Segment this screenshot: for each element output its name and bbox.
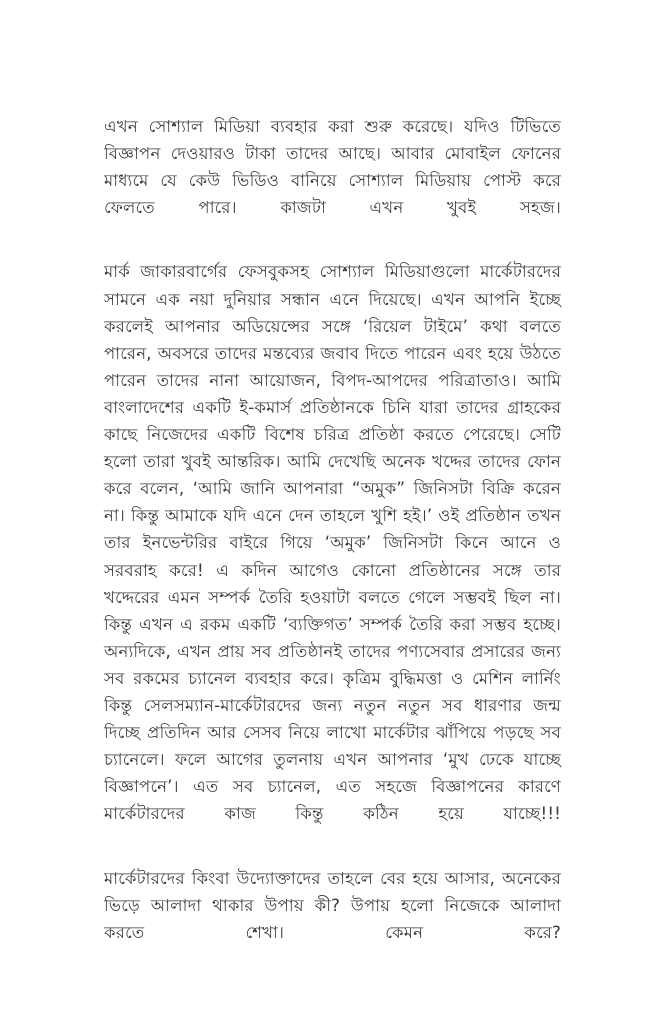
body-text-column <box>104 113 561 973</box>
paragraph: এখন সোশ্যাল মিডিয়া ব্যবহার করা শুরু করেছে। যদিও টিভিতে বিজ্ঞাপন দেওয়ারও টাকা তাদের আছে। আবার মোবাইল ফোনের মাধ্যমে যে কেউ ভিডিও বানিয়ে সোশ্যাল মিডিয়ায় পোস্ট করে ফেলতে পারে। কাজটা এখন খুবই সহজ। <box>104 117 561 218</box>
paragraph: মার্ক জাকারবার্গের ফেসবুকসহ সোশ্যাল মিডিয়াগুলো মার্কেটারদের সামনে এক নয়া দুনিয়ার সন্ধান এনে দিয়েছে। এখন আপনি ইচ্ছে করলেই আপনার অডিয়েন্সের সঙ্গে ‘রিয়েল টাইমে’ কথা বলতে পারেন, অবসরে তাদের মন্তব্যের জবাব দিতে পারেন এবং হয়ে উঠতে পারেন তাদের নানা আয়োজন, বিপদ-আপদের পরিত্রাতাও। আমি বাংলাদেশের একটি ই-কমার্স প্রতিষ্ঠানকে চিনি যারা তাদের গ্রাহকের কাছে নিজেদের একটি বিশেষ চরিত্র প্রতিষ্ঠা করতে পেরেছে। সেটি হলো তারা খুবই আন্তরিক। আমি দেখেছি অনেক খদ্দের তাদের ফোন করে বলেন, ‘আমি জানি আপনারা “অমুক” জিনিসটা বিক্রি করেন না। কিন্তু আমাকে যদি এনে দেন তাহলে খুশি হই।’ ওই প্রতিষ্ঠান তখন তার ইনভেন্টরির বাইরে গিয়ে ‘অমুক’ জিনিসটা কিনে আনে ও সরবরাহ করে! এ কদিন আগেও কোনো প্রতিষ্ঠানের সঙ্গে তার খদ্দেরের এমন সম্পর্ক তৈরি হওয়াটা বলতে গেলে সম্ভবই ছিল না। কিন্তু এখন এ রকম একটি ‘ব্যক্তিগত’ সম্পর্ক তৈরি করা সম্ভব হচ্ছে। অন্যদিকে, এখন প্রায় সব প্রতিষ্ঠানই তাদের পণ্যসেবার প্রসারের জন্য সব রকমের চ্যানেল ব্যবহার করে। কৃত্রিম বুদ্ধিমত্তা ও মেশিন লার্নিং কিন্তু সেলসম্যান-মার্কেটারদের জন্য নতুন নতুন সব ধারণার জন্ম দিচ্ছে প্রতিদিন আর সেসব নিয়ে লাখো মার্কেটার ঝাঁপিয়ে পড়ছে সব চ্যানেলে। ফলে আগের তুলনায় এখন আপনার ‘মুখ ঢেকে যাচ্ছে বিজ্ঞাপনে’। এত সব চ্যানেল, এত সহজে বিজ্ঞাপনের কারণে মার্কেটারদের কাজ কিন্তু কঠিন হয়ে যাচ্ছে!!! <box>104 262 561 824</box>
paragraph: মার্কেটারদের কিংবা উদ্যোক্তাদের তাহলে বের হয়ে আসার, অনেকের ভিড়ে আলাদা থাকার উপায় কী? উপায় হলো নিজেকে আলাদা করতে শেখা। কেমন করে? <box>104 868 561 942</box>
